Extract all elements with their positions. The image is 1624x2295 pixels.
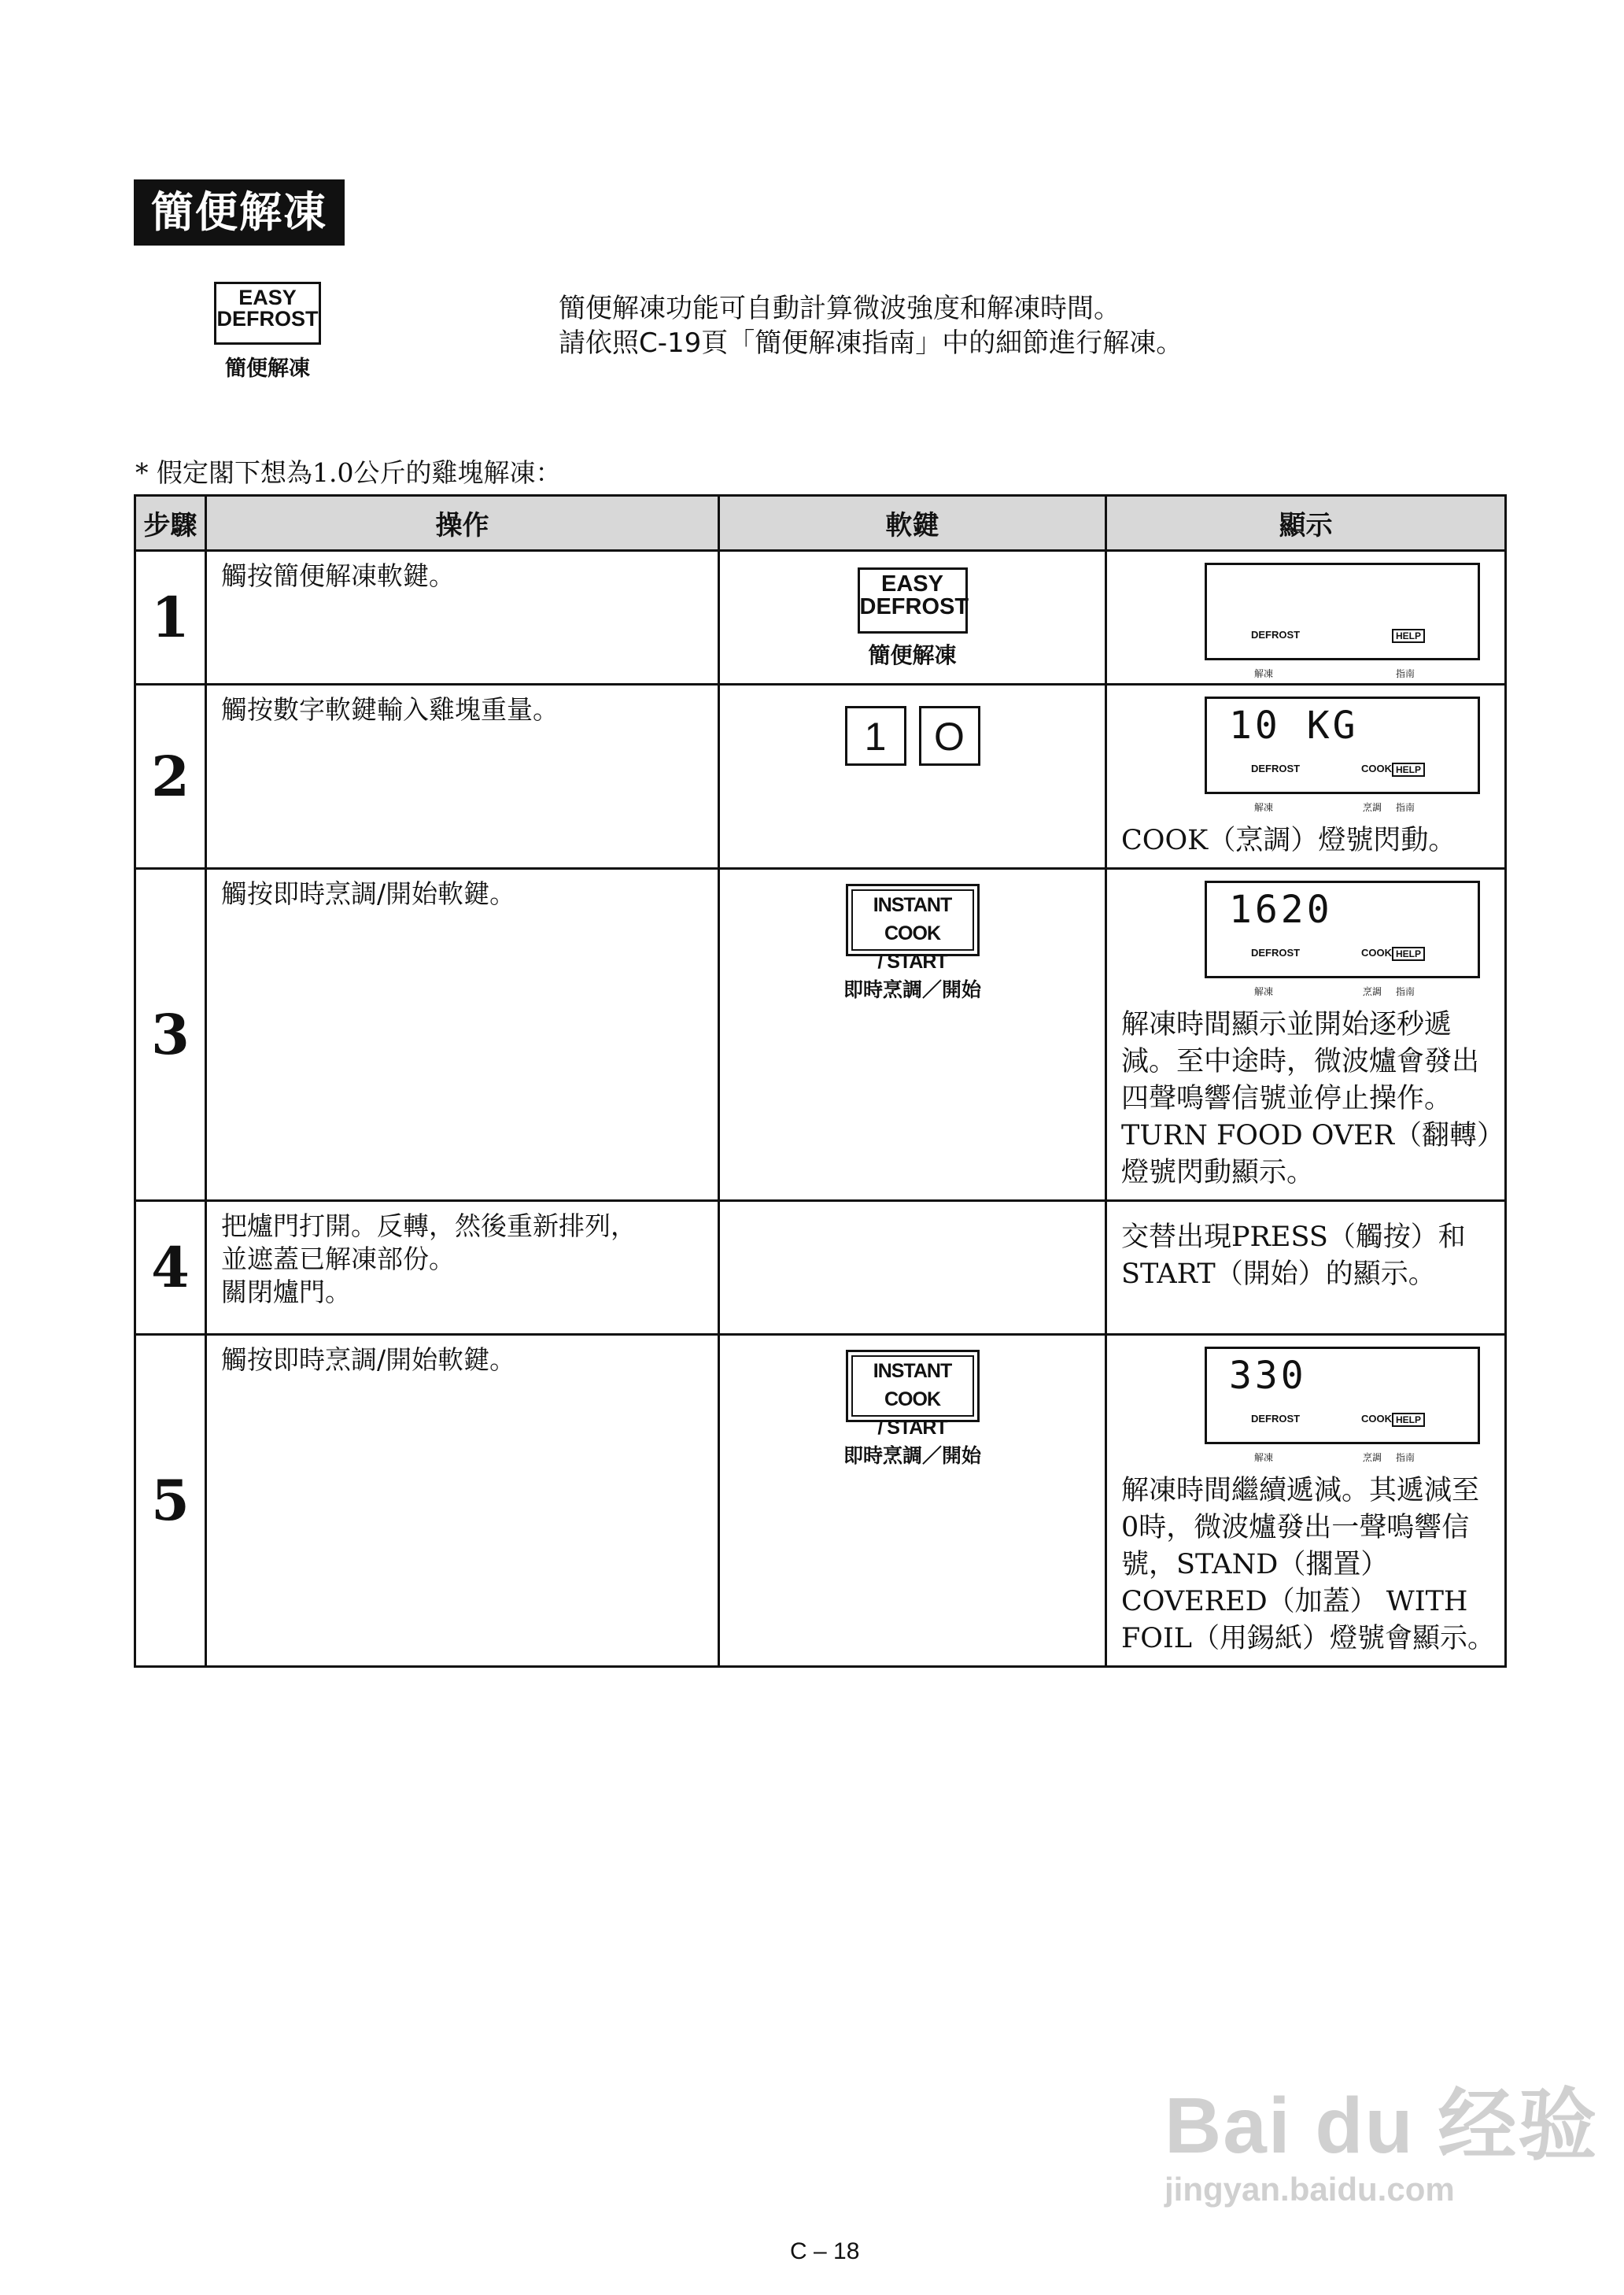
- key-cell: [719, 869, 1106, 1201]
- key-cell: [719, 1201, 1106, 1335]
- lcd-display: [1205, 881, 1480, 997]
- lcd-help-indicator: HELP: [1392, 1413, 1425, 1427]
- example-note: * 假定閣下想為1.0公斤的雞塊解凍：: [135, 457, 562, 488]
- operation-text: 把爐門打開。反轉，然後重新排列，並遮蓋已解凍部份。: [221, 1210, 637, 1274]
- lcd-cook-indicator: COOK: [1361, 1413, 1392, 1425]
- key-line1: INSTANT COOK: [873, 1360, 952, 1410]
- table-row: [135, 1335, 1506, 1667]
- key-line2: DEFROST: [216, 307, 319, 331]
- operation-text: 觸按即時烹調/開始軟鍵。: [221, 878, 516, 909]
- display-description: 解凍時間顯示並開始逐秒遞減。至中途時，微波爐會發出四聲鳴響信號並停止操作。TURN FOOD OVER（翻轉）燈號閃動顯示。: [1121, 1009, 1491, 1188]
- lcd-sub-cook: 烹調: [1363, 986, 1382, 997]
- table-row: [135, 551, 1506, 685]
- display-description: COOK（烹調）燈號閃動。: [1121, 825, 1456, 856]
- lcd-display: [1205, 563, 1480, 679]
- lcd-sub-help: 指南: [1396, 668, 1415, 679]
- easy-defrost-key: [858, 567, 968, 634]
- operation-text: 觸按簡便解凍軟鍵。: [221, 560, 455, 591]
- lcd-sub-cook: 烹調: [1363, 802, 1382, 813]
- display-cell: [1106, 1335, 1506, 1667]
- key-line1: EASY: [238, 286, 297, 309]
- table-row: [135, 869, 1506, 1201]
- lcd-sub-defrost: 解凍: [1254, 668, 1274, 679]
- instant-cook-start-key: [846, 884, 980, 973]
- watermark-url: jingyan.baidu.com: [1164, 2171, 1455, 2208]
- lcd-sub-help: 指南: [1396, 986, 1415, 997]
- display-description: 解凍時間繼續遞減。其遞減至0時，微波爐發出一聲鳴響信號，STAND（擱置）COVERED（加蓋） WITH FOIL（用錫紙）燈號會顯示。: [1121, 1475, 1496, 1654]
- operation-cell: [206, 685, 719, 869]
- operation-cell: [206, 1335, 719, 1667]
- baidu-watermark: [1164, 2062, 1598, 2208]
- display-cell: [1106, 869, 1506, 1201]
- lcd-defrost-indicator: DEFROST: [1251, 1413, 1301, 1425]
- page-number: C – 18: [790, 2238, 860, 2264]
- step-number: 4: [135, 1201, 206, 1335]
- lcd-digits: 10 KG: [1229, 704, 1359, 748]
- intro-line2: 請依照C-19頁「簡便解凍指南」中的細節進行解凍。: [559, 327, 1183, 359]
- header-key: 軟鍵: [719, 496, 1106, 551]
- key-caption: 即時烹調／開始: [843, 978, 981, 1001]
- lcd-sub-defrost: 解凍: [1254, 1452, 1274, 1463]
- header-step: 步驟: [135, 496, 206, 551]
- lcd-defrost-indicator: DEFROST: [1251, 947, 1301, 959]
- step-number: 5: [135, 1335, 206, 1667]
- lcd-defrost-indicator: DEFROST: [1251, 629, 1301, 641]
- key-line2: / START: [877, 1417, 947, 1439]
- instant-cook-start-key-face: [851, 889, 974, 973]
- key-line2: / START: [877, 951, 947, 973]
- lcd-help-indicator: HELP: [1392, 947, 1425, 961]
- key-caption: 簡便解凍: [868, 642, 957, 668]
- intro-text: [559, 291, 1183, 360]
- lcd-cook-indicator: COOK: [1361, 763, 1392, 774]
- step-number: 2: [135, 685, 206, 869]
- operation-cell: [206, 869, 719, 1201]
- lcd-sub-cook: 烹調: [1363, 1452, 1382, 1463]
- lcd-display: [1205, 1347, 1480, 1463]
- operation-text: 觸按數字軟鍵輸入雞塊重量。: [221, 694, 559, 725]
- header-display: 顯示: [1106, 496, 1506, 551]
- intro-line1: 簡便解凍功能可自動計算微波強度和解凍時間。: [559, 293, 1120, 324]
- lcd-cook-indicator: COOK: [1361, 947, 1392, 959]
- display-cell: [1106, 551, 1506, 685]
- lcd-sub-defrost: 解凍: [1254, 802, 1274, 813]
- easy-defrost-caption: 簡便解凍: [225, 357, 310, 381]
- operation-cell: [206, 1201, 719, 1335]
- display-cell: [1106, 685, 1506, 869]
- lcd-help-indicator: HELP: [1392, 763, 1425, 777]
- key-cell: [719, 685, 1106, 869]
- operation-text: 觸按即時烹調/開始軟鍵。: [221, 1344, 516, 1375]
- key-line1: EASY: [881, 571, 943, 597]
- key-line2: DEFROST: [859, 594, 969, 619]
- display-cell: [1106, 1201, 1506, 1335]
- operation-text: 關閉爐門。: [221, 1277, 351, 1307]
- lcd-sub-help: 指南: [1396, 1452, 1415, 1463]
- lcd-defrost-indicator: DEFROST: [1251, 763, 1301, 774]
- easy-defrost-key-illustration: [214, 282, 321, 345]
- lcd-sub-help: 指南: [1396, 802, 1415, 813]
- lcd-digits: 330: [1229, 1354, 1307, 1398]
- page-title: 簡便解凍: [134, 179, 345, 246]
- lcd-sub-defrost: 解凍: [1254, 986, 1274, 997]
- digit-key-0: O: [919, 706, 980, 766]
- table-row: [135, 1201, 1506, 1335]
- lcd-display: [1205, 697, 1480, 813]
- digit-key-1: 1: [845, 706, 906, 766]
- step-number: 3: [135, 869, 206, 1201]
- operation-cell: [206, 551, 719, 685]
- lcd-help-indicator: HELP: [1392, 629, 1425, 643]
- step-number: 1: [135, 551, 206, 685]
- display-description: 交替出現PRESS（觸按）和START（開始）的顯示。: [1121, 1221, 1466, 1290]
- watermark-brand: Bai du 经验: [1164, 2082, 1599, 2170]
- instant-cook-start-key: [846, 1350, 980, 1439]
- key-caption: 即時烹調／開始: [843, 1444, 981, 1467]
- table-row: [135, 685, 1506, 869]
- lcd-digits: 1620: [1229, 888, 1333, 932]
- key-cell: [719, 551, 1106, 685]
- instant-cook-start-key-face: [851, 1355, 974, 1439]
- steps-table: [134, 494, 1507, 1668]
- key-cell: [719, 1335, 1106, 1667]
- key-line1: INSTANT COOK: [873, 894, 952, 944]
- table-header-row: [135, 496, 1506, 551]
- header-operation: 操作: [206, 496, 719, 551]
